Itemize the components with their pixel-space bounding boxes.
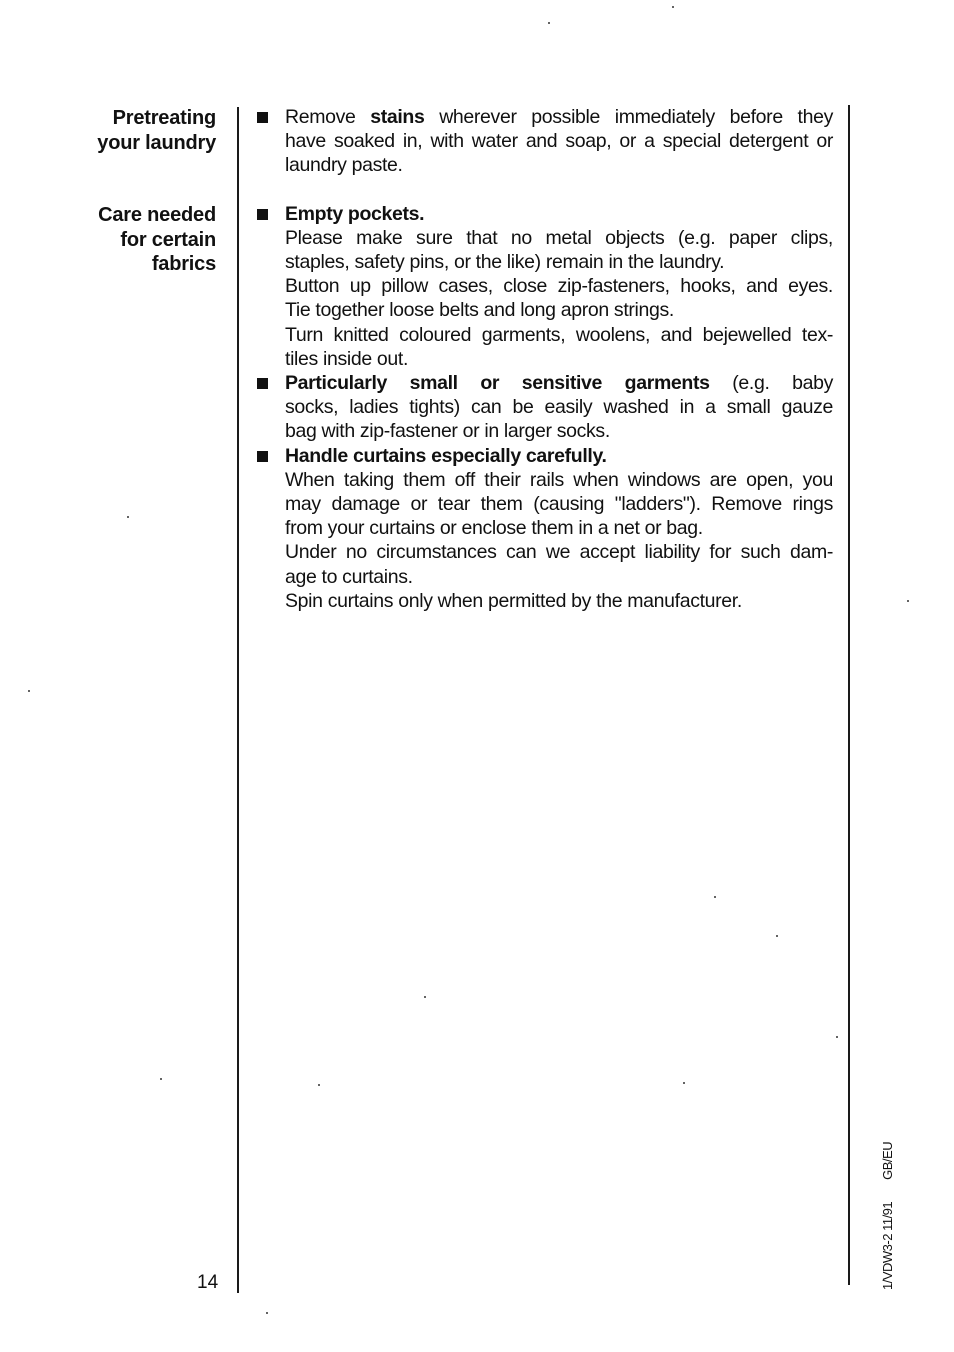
text-line: have soaked in, with water and soap, or a special detergent or bbox=[285, 130, 833, 153]
text-line: socks, ladies tights) can be easily washed in a small gauze bbox=[285, 396, 833, 419]
list-item-stains bbox=[253, 105, 833, 178]
keyword-stains: stains bbox=[370, 106, 425, 128]
text-fragment: Remove bbox=[285, 106, 371, 128]
scan-speck bbox=[127, 516, 129, 518]
text-line: When taking them off their rails when windows are open, you bbox=[285, 468, 833, 491]
bullet-square-icon bbox=[257, 378, 268, 389]
bullet-square-icon bbox=[257, 209, 268, 220]
scan-speck bbox=[318, 1084, 320, 1086]
scan-speck bbox=[907, 600, 909, 602]
instructions-body bbox=[253, 105, 833, 613]
text-line: Tie together loose belts and long apron strings. bbox=[285, 299, 674, 322]
text-line: staples, safety pins, or the like) remain in the laundry. bbox=[285, 251, 725, 274]
text-line: laundry paste. bbox=[285, 154, 403, 177]
document-code-part: 1/VDW3-2 11/91 bbox=[880, 1201, 895, 1290]
right-margin-rule bbox=[848, 105, 850, 1285]
text-line: may damage or tear them (causing "ladders"). Remove rings bbox=[285, 493, 833, 516]
item-title: Handle curtains especially carefully. bbox=[285, 444, 607, 467]
list-item-curtains bbox=[253, 444, 833, 613]
scan-speck bbox=[776, 935, 778, 937]
scan-speck bbox=[28, 690, 30, 692]
text-line: from your curtains or enclose them in a net or bag. bbox=[285, 517, 703, 540]
side-heading-pretreating: Pretreating your laundry bbox=[97, 107, 216, 154]
list-item-small-garments bbox=[253, 371, 833, 444]
text-line: tiles inside out. bbox=[285, 347, 409, 370]
text-line: Button up pillow cases, close zip-fasteners, hooks, and eyes. bbox=[285, 275, 833, 298]
left-column-rule bbox=[237, 107, 239, 1293]
document-code-region: GB/EU bbox=[880, 1141, 895, 1180]
scan-speck bbox=[714, 896, 716, 898]
text-line: Turn knitted coloured garments, woolens, and bejewelled tex- bbox=[285, 323, 833, 346]
scan-speck bbox=[424, 996, 426, 998]
scan-speck bbox=[836, 1036, 838, 1038]
text-fragment: (e.g. baby bbox=[709, 372, 833, 395]
side-heading-care-needed: Care needed for certain fabrics bbox=[98, 204, 216, 275]
page-number: 14 bbox=[197, 1272, 219, 1293]
scan-speck bbox=[548, 22, 550, 24]
scan-speck bbox=[160, 1078, 162, 1080]
item-title: Particularly small or sensitive garments bbox=[285, 372, 710, 395]
text-line: Spin curtains only when permitted by the manufacturer. bbox=[285, 589, 742, 612]
text-fragment: wherever possible immediately before they bbox=[424, 106, 833, 128]
bullet-square-icon bbox=[257, 451, 268, 462]
document-code bbox=[880, 1142, 895, 1290]
scan-speck bbox=[672, 6, 674, 8]
text-line: Under no circumstances can we accept liability for such dam- bbox=[285, 541, 833, 564]
text-line: bag with zip-fastener or in larger socks. bbox=[285, 420, 610, 443]
list-item-empty-pockets bbox=[253, 202, 833, 371]
text-line: Please make sure that no metal objects (e.g. paper clips, bbox=[285, 226, 833, 249]
scan-speck bbox=[683, 1082, 685, 1084]
item-title: Empty pockets. bbox=[285, 202, 425, 225]
scan-speck bbox=[266, 1312, 268, 1314]
bullet-square-icon bbox=[257, 112, 268, 123]
text-line: age to curtains. bbox=[285, 565, 413, 588]
